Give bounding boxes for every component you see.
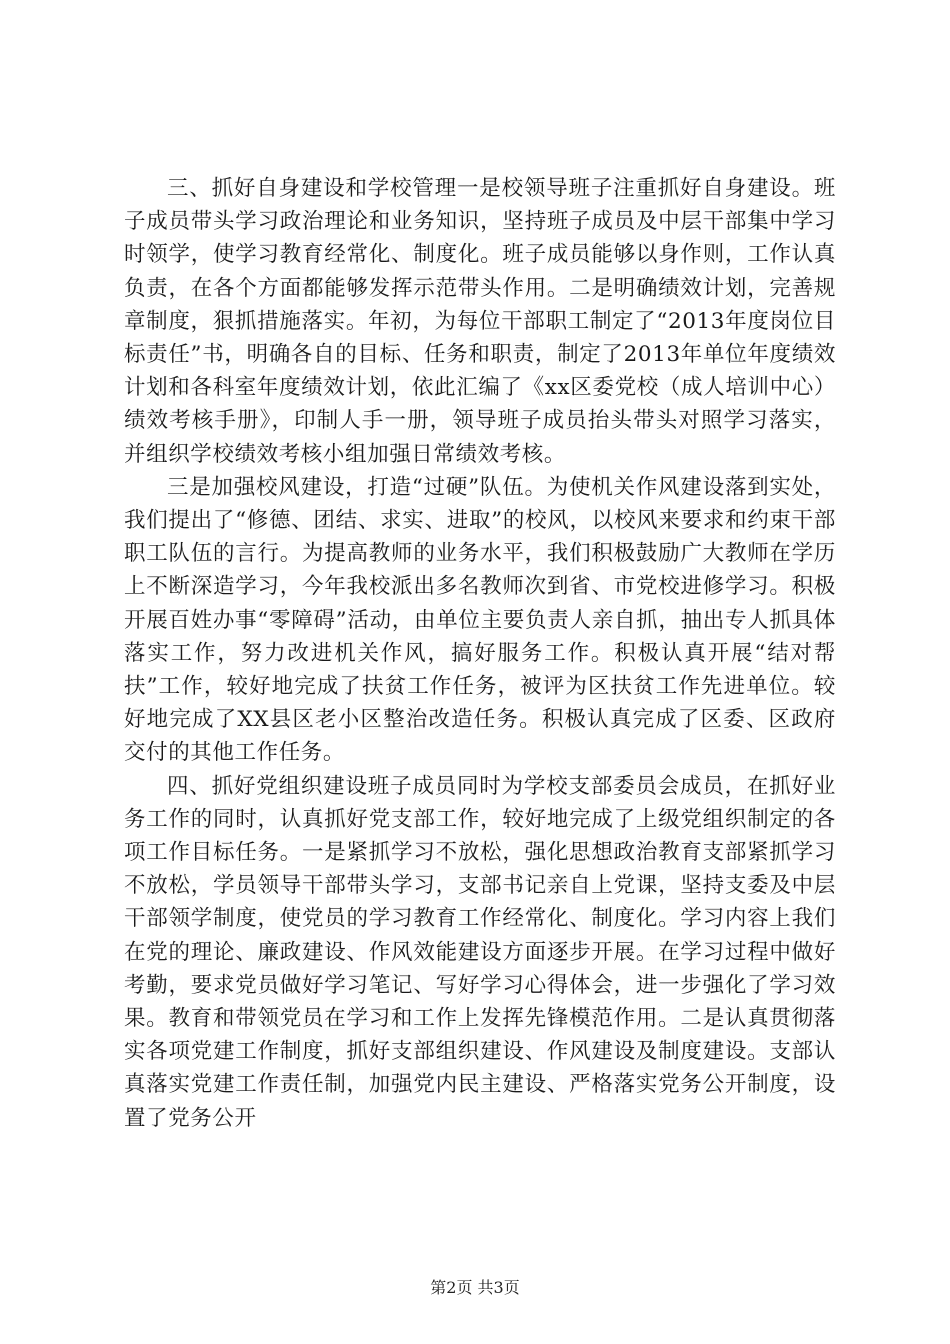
document-body: [124, 172, 836, 1135]
page-number-footer: 第2页 共3页: [430, 1278, 520, 1297]
paragraph-school-culture: 三是加强校风建设，打造“过硬”队伍。为使机关作风建设落到实处，我们提出了“修德、团结、求实、进取”的校风，以校风来要求和约束干部职工队伍的言行。为提高教师的业务水平，我们积极鼓励广大教师在学历上不断深造学习，今年我校派出多名教师次到省、市党校进修学习。积极开展百姓办事“零障碍”活动，由单位主要负责人亲自抓，抽出专人抓具体落实工作，努力改进机关作风，搞好服务工作。积极认真开展“结对帮扶”工作，较好地完成了扶贫工作任务，被评为区扶贫工作先进单位。较好地完成了XX县区老小区整治改造任务。积极认真完成了区委、区政府交付的其他工作任务。: [124, 474, 836, 766]
paragraph-section-4: 四、抓好党组织建设班子成员同时为学校支部委员会成员，在抓好业务工作的同时，认真抓好党支部工作，较好地完成了上级党组织制定的各项工作目标任务。一是紧抓学习不放松，强化思想政治教育支部紧抓学习不放松，学员领导干部带头学习，支部书记亲自上党课，坚持支委及中层干部领学制度，使党员的学习教育工作经常化、制度化。学习内容上我们在党的理论、廉政建设、作风效能建设方面逐步开展。在学习过程中做好考勤，要求党员做好学习笔记、写好学习心得体会，进一步强化了学习效果。教育和带领党员在学习和工作上发挥先锋模范作用。二是认真贯彻落实各项党建工作制度，抓好支部组织建设、作风建设及制度建设。支部认真落实党建工作责任制，加强党内民主建设、严格落实党务公开制度，设置了党务公开: [124, 773, 836, 1131]
paragraph-section-3: 三、抓好自身建设和学校管理一是校领导班子注重抓好自身建设。班子成员带头学习政治理论和业务知识，坚持班子成员及中层干部集中学习时领学，使学习教育经常化、制度化。班子成员能够以身作则，工作认真负责，在各个方面都能够发挥示范带头作用。二是明确绩效计划，完善规章制度，狠抓措施落实。年初，为每位干部职工制定了“2013年度岗位目标责任”书，明确各自的目标、任务和职责，制定了2013年单位年度绩效计划和各科室年度绩效计划，依此汇编了《xx区委党校（成人培训中心）绩效考核手册》，印制人手一册，领导班子成员抬头带头对照学习落实，并组织学校绩效考核小组加强日常绩效考核。: [124, 176, 836, 467]
